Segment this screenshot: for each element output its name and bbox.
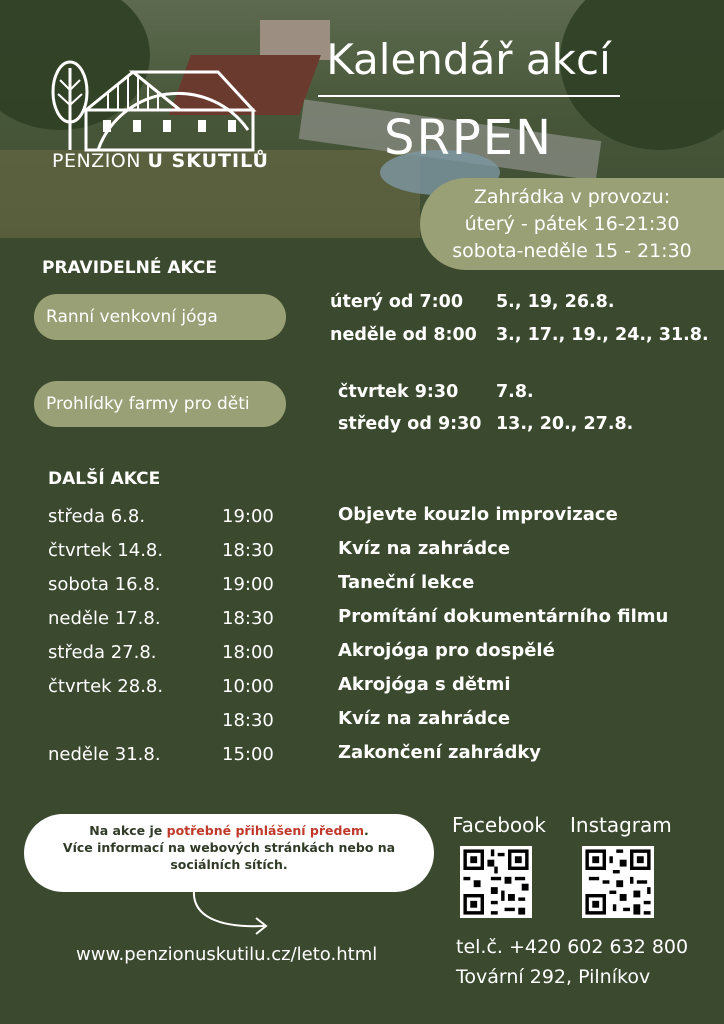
schedule-when: neděle od 8:00 [330,325,477,345]
schedule-dates: 13., 20., 27.8. [496,414,634,434]
event-day: neděle 31.8. [48,744,161,765]
event-name: Akrojóga pro dospělé [338,640,555,661]
event-time: 19:00 [222,574,274,595]
garden-hours-line: úterý - pátek 16-21:30 [464,213,680,235]
address: Tovární 292, Pilníkov [456,966,651,988]
garden-hours-line: Zahrádka v provozu: [473,186,671,208]
event-name: Kvíz na zahrádce [338,538,511,559]
event-time: 18:30 [222,608,274,629]
note-line3: sociálních sítích. [170,857,288,872]
schedule-dates: 3., 17., 19., 24., 31.8. [496,325,709,345]
event-day: sobota 16.8. [48,574,161,595]
event-name: Taneční lekce [338,572,475,593]
note-line1 [24,822,434,839]
other-events-heading: DALŠÍ AKCE [48,469,161,489]
event-name: Promítání dokumentárního filmu [338,606,669,627]
instagram-qr-icon[interactable] [582,846,654,918]
event-day: neděle 17.8. [48,608,161,629]
month-title: SRPEN [384,110,553,166]
registration-note [24,814,434,892]
phone-number[interactable]: tel.č. +420 602 632 800 [456,936,689,958]
event-day: středa 6.8. [48,506,146,527]
logo-name-regular: PENZION [52,150,141,172]
event-name: Akrojóga s dětmi [338,674,511,695]
note-prefix: Na akce je [89,823,167,838]
schedule-when: úterý od 7:00 [330,292,463,312]
logo-name-bold: U SKUTILŮ [147,150,269,172]
event-time: 18:30 [222,710,274,731]
note-line2: Více informací na webových stránkách nebo na [62,840,396,855]
instagram-label: Instagram [570,813,672,837]
arrow-icon [188,888,278,938]
schedule-when: čtvrtek 9:30 [338,382,459,402]
logo-name [52,150,269,172]
schedule-when: středy od 9:30 [338,414,482,434]
regular-event-yoga: Ranní venkovní jóga [34,294,286,340]
website-link[interactable]: www.penzionuskutilu.cz/leto.html [76,944,378,965]
event-time: 19:00 [222,506,274,527]
event-day: čtvrtek 14.8. [48,540,164,561]
event-day: středa 27.8. [48,642,157,663]
note-suffix: . [363,823,369,838]
note-highlight: potřebné přihlášení předem [166,823,364,838]
page-title: Kalendář akcí [326,35,611,84]
event-time: 15:00 [222,744,274,765]
schedule-dates: 7.8. [496,382,534,402]
garden-hours-line: sobota-neděle 15 - 21:30 [452,240,692,262]
event-name: Objevte kouzlo improvizace [338,504,618,525]
event-day: čtvrtek 28.8. [48,676,164,697]
event-time: 18:30 [222,540,274,561]
event-time: 18:00 [222,642,274,663]
facebook-label: Facebook [452,813,546,837]
garden-hours-box [420,178,724,270]
title-divider [318,95,620,97]
event-name: Kvíz na zahrádce [338,708,511,729]
regular-event-farm-tour: Prohlídky farmy pro děti [34,381,286,427]
regular-events-heading: PRAVIDELNÉ AKCE [42,258,218,278]
event-name: Zakončení zahrádky [338,742,542,763]
event-time: 10:00 [222,676,274,697]
facebook-qr-icon[interactable] [460,846,532,918]
schedule-dates: 5., 19, 26.8. [496,292,615,312]
